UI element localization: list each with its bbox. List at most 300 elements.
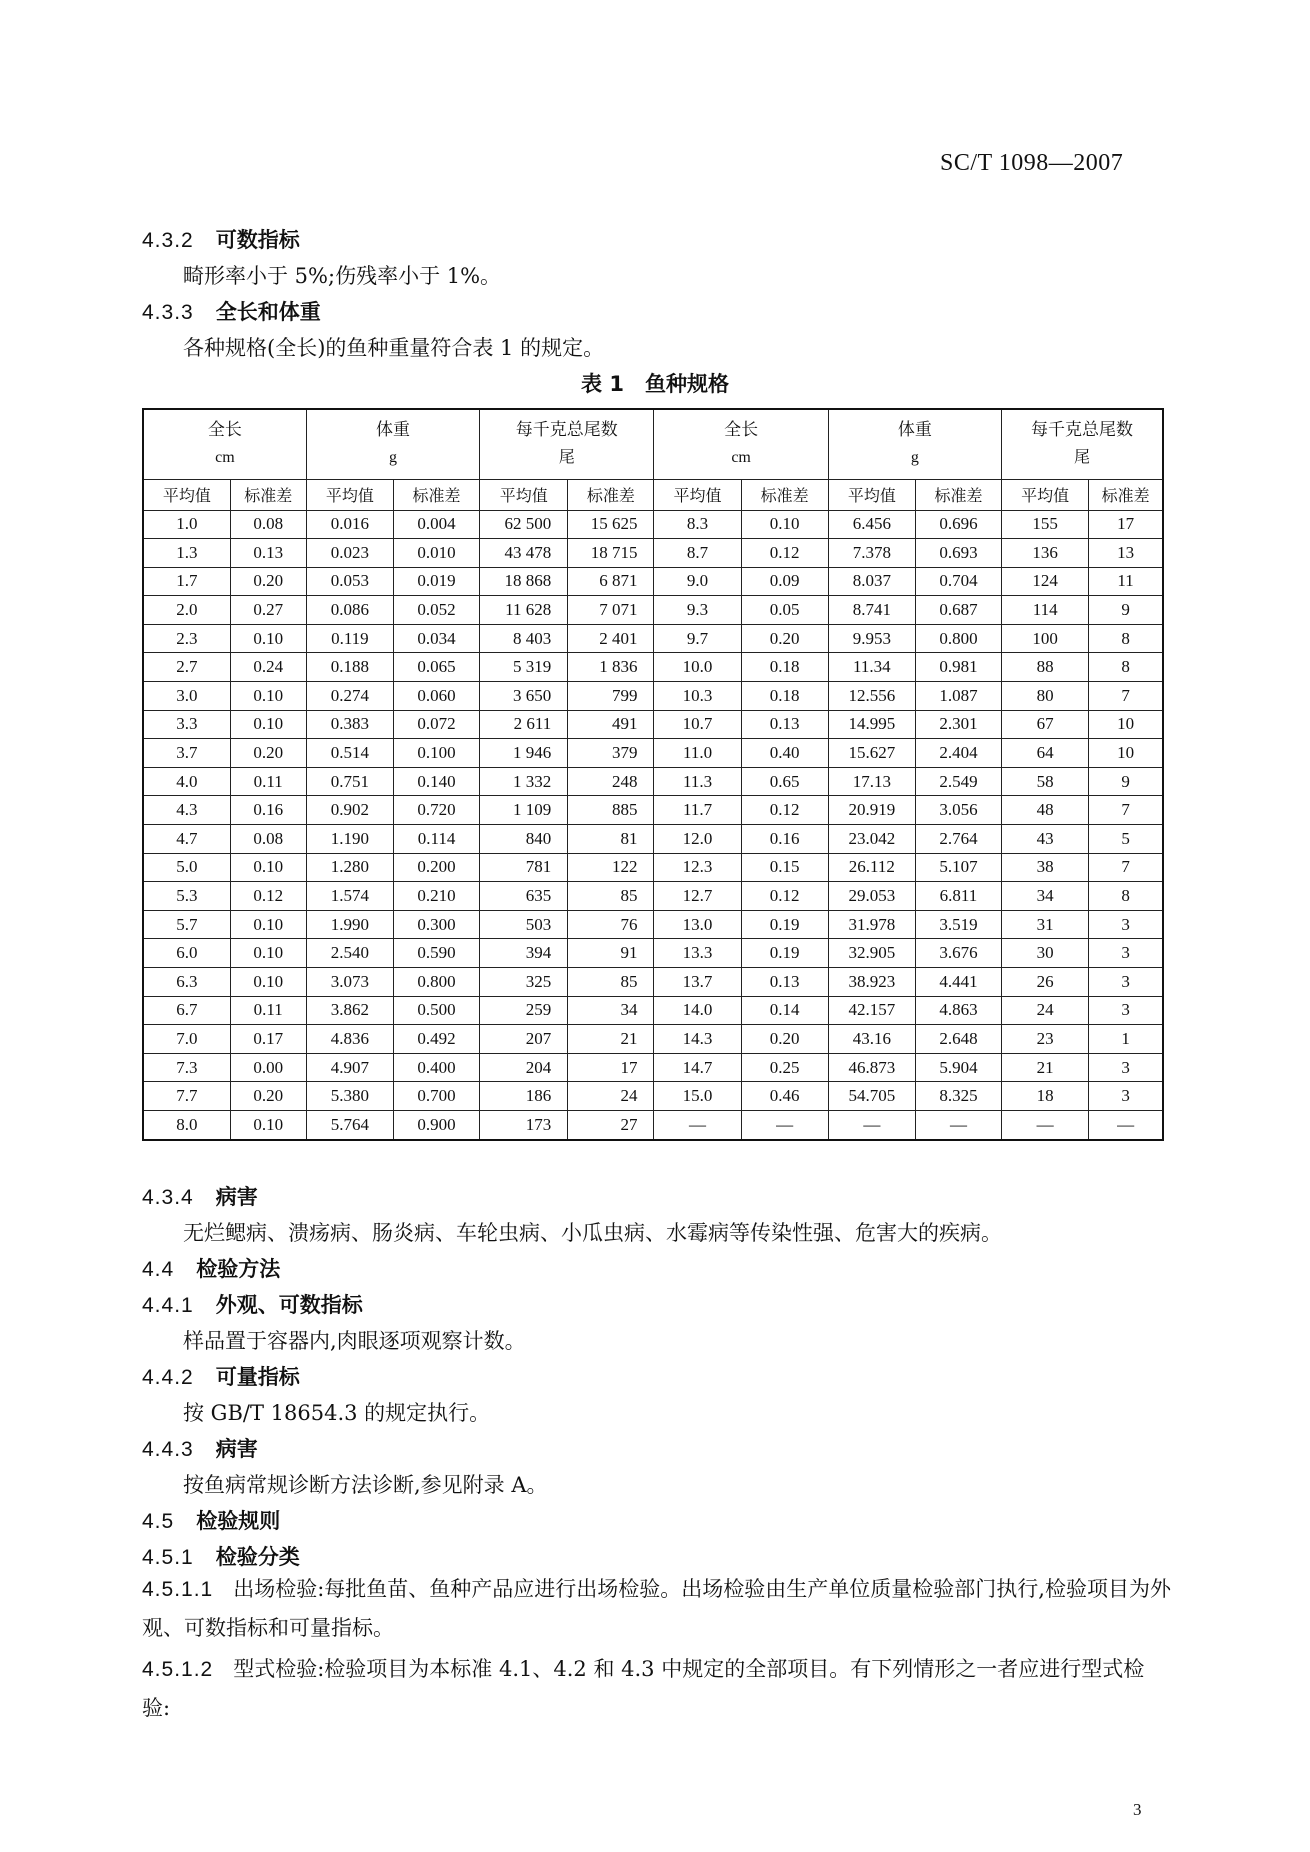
table-cell: 3 [1089, 939, 1163, 968]
table-cell: 13 [1089, 539, 1163, 568]
table-cell: 21 [1002, 1053, 1089, 1082]
fish-spec-table [142, 408, 1164, 1141]
table-cell: 8.037 [828, 567, 915, 596]
table-cell: 67 [1002, 710, 1089, 739]
table-cell: 10.7 [654, 710, 741, 739]
table-cell: 1.574 [306, 882, 393, 911]
table-cell: 155 [1002, 510, 1089, 539]
table-cell: 11.34 [828, 653, 915, 682]
table-cell: 5.904 [915, 1053, 1001, 1082]
table-cell: 2.7 [143, 653, 230, 682]
table-cell: 0.10 [230, 1110, 306, 1139]
table-cell: 0.902 [306, 796, 393, 825]
table-row [143, 682, 1163, 711]
table-cell: 0.40 [741, 739, 828, 768]
clause-paragraph [142, 1650, 1172, 1727]
table-cell: 0.20 [741, 1025, 828, 1054]
section-title: 病害 [215, 1185, 258, 1209]
page-number: 3 [1133, 1800, 1142, 1819]
section-title: 可数指标 [215, 228, 300, 252]
table-cell: 0.086 [306, 596, 393, 625]
table-cell: 0.16 [230, 796, 306, 825]
section-number: 4.4.1 [142, 1294, 194, 1317]
table-cell: 0.19 [741, 910, 828, 939]
table-cell: 0.10 [230, 853, 306, 882]
table-cell: 0.65 [741, 767, 828, 796]
table-cell: 0.200 [393, 853, 479, 882]
table-cell: 91 [568, 939, 654, 968]
clause-text: 出场检验:每批鱼苗、鱼种产品应进行出场检验。出场检验由生产单位质量检验部门执行,检验项目为外观、可数指标和可量指标。 [142, 1577, 1171, 1640]
table-row [143, 996, 1163, 1025]
table-cell: 12.0 [654, 825, 741, 854]
section-heading [142, 1433, 258, 1463]
table-cell: 2.648 [915, 1025, 1001, 1054]
table-cell: 325 [480, 968, 568, 997]
table-cell: 3 [1089, 968, 1163, 997]
section-title: 外观、可数指标 [215, 1293, 363, 1317]
sub-header-cell: 标准差 [230, 479, 306, 510]
table-cell: 1.280 [306, 853, 393, 882]
table-row [143, 1110, 1163, 1139]
table-cell: 0.18 [741, 682, 828, 711]
table-cell: 31 [1002, 910, 1089, 939]
section-title: 可量指标 [215, 1365, 300, 1389]
table-cell: 23 [1002, 1025, 1089, 1054]
section-heading [142, 1253, 280, 1283]
sub-header-cell: 标准差 [568, 479, 654, 510]
section-number: 4.3.4 [142, 1186, 194, 1209]
table-cell: 5.380 [306, 1082, 393, 1111]
table-cell: 0.08 [230, 510, 306, 539]
table-cell: 1 332 [480, 767, 568, 796]
table-cell: — [1089, 1110, 1163, 1139]
table-cell: 100 [1002, 624, 1089, 653]
sub-header-cell: 平均值 [306, 479, 393, 510]
group-header: 体重 g [306, 409, 479, 479]
table-cell: 2.404 [915, 739, 1001, 768]
table-cell: 12.556 [828, 682, 915, 711]
table-row [143, 910, 1163, 939]
table-cell: 14.995 [828, 710, 915, 739]
table-cell: 0.19 [741, 939, 828, 968]
table-cell: 114 [1002, 596, 1089, 625]
table-cell: 0.05 [741, 596, 828, 625]
table-cell: 18 [1002, 1082, 1089, 1111]
table-cell: 34 [1002, 882, 1089, 911]
sub-header-cell: 标准差 [915, 479, 1001, 510]
table-cell: 6.456 [828, 510, 915, 539]
table-cell: 0.20 [230, 739, 306, 768]
clause-number: 4.5.1.1 [142, 1578, 214, 1601]
section-title: 全长和体重 [215, 300, 321, 324]
table-cell: 3.862 [306, 996, 393, 1025]
table-cell: 5 [1089, 825, 1163, 854]
section-heading [142, 1361, 300, 1391]
table-cell: 76 [568, 910, 654, 939]
table-cell: 31.978 [828, 910, 915, 939]
table-row [143, 939, 1163, 968]
section-number: 4.4.3 [142, 1438, 194, 1461]
table-cell: 7 071 [568, 596, 654, 625]
table-cell: 4.3 [143, 796, 230, 825]
section-title: 检验方法 [196, 1257, 281, 1281]
table-cell: 9.0 [654, 567, 741, 596]
sub-header-cell: 平均值 [1002, 479, 1089, 510]
table-cell: 259 [480, 996, 568, 1025]
section-text: 样品置于容器内,肉眼逐项观察计数。 [183, 1329, 526, 1353]
table-cell: 13.7 [654, 968, 741, 997]
table-row [143, 1082, 1163, 1111]
table-cell: 3.3 [143, 710, 230, 739]
table-cell: 14.0 [654, 996, 741, 1025]
table-cell: 7.0 [143, 1025, 230, 1054]
table-cell: 11.0 [654, 739, 741, 768]
table-cell: 9.7 [654, 624, 741, 653]
table-cell: 48 [1002, 796, 1089, 825]
section-text: 按鱼病常规诊断方法诊断,参见附录 A。 [183, 1473, 548, 1497]
table-cell: 0.700 [393, 1082, 479, 1111]
table-cell: 0.751 [306, 767, 393, 796]
table-cell: 503 [480, 910, 568, 939]
table-cell: 1.7 [143, 567, 230, 596]
table-cell: 0.400 [393, 1053, 479, 1082]
table-cell: 173 [480, 1110, 568, 1139]
section-number: 4.4 [142, 1258, 175, 1281]
table-cell: 1 [1089, 1025, 1163, 1054]
table-cell: 18 715 [568, 539, 654, 568]
table-cell: 0.800 [915, 624, 1001, 653]
table-row [143, 796, 1163, 825]
table-cell: 0.696 [915, 510, 1001, 539]
section-number: 4.3.2 [142, 229, 194, 252]
table-cell: 0.019 [393, 567, 479, 596]
table-cell: 0.300 [393, 910, 479, 939]
table-cell: 0.693 [915, 539, 1001, 568]
sub-header-cell: 平均值 [480, 479, 568, 510]
group-header: 体重 g [828, 409, 1001, 479]
sub-header-cell: 平均值 [143, 479, 230, 510]
group-header: 每千克总尾数 尾 [480, 409, 654, 479]
section-number: 4.3.3 [142, 301, 194, 324]
table-body [143, 510, 1163, 1140]
section-heading [142, 224, 300, 254]
table-row [143, 739, 1163, 768]
table-cell: 8 [1089, 882, 1163, 911]
table-cell: 0.10 [230, 910, 306, 939]
table-cell: 0.053 [306, 567, 393, 596]
table-cell: 885 [568, 796, 654, 825]
table-cell: 85 [568, 968, 654, 997]
table-cell: 0.12 [230, 882, 306, 911]
table-cell: 0.188 [306, 653, 393, 682]
table-cell: 0.11 [230, 767, 306, 796]
table-row [143, 968, 1163, 997]
table-cell: 799 [568, 682, 654, 711]
table-cell: 10.0 [654, 653, 741, 682]
group-header: 全长 cm [654, 409, 828, 479]
table-cell: 10 [1089, 710, 1163, 739]
table-cell: 58 [1002, 767, 1089, 796]
table-cell: 0.10 [230, 939, 306, 968]
table-row [143, 1053, 1163, 1082]
table-cell: 0.981 [915, 653, 1001, 682]
table-cell: 0.514 [306, 739, 393, 768]
table-cell: 6 871 [568, 567, 654, 596]
table-cell: 9.953 [828, 624, 915, 653]
table-cell: 8 [1089, 653, 1163, 682]
table-cell: 0.023 [306, 539, 393, 568]
table-cell: 1.3 [143, 539, 230, 568]
table-cell: 0.46 [741, 1082, 828, 1111]
section-text: 无烂鳃病、溃疡病、肠炎病、车轮虫病、小瓜虫病、水霉病等传染性强、危害大的疾病。 [183, 1221, 1002, 1245]
table-cell: 9 [1089, 596, 1163, 625]
table-cell: 3.073 [306, 968, 393, 997]
table-cell: 0.10 [230, 710, 306, 739]
table-cell: 122 [568, 853, 654, 882]
table-cell: 4.441 [915, 968, 1001, 997]
table-cell: 0.12 [741, 796, 828, 825]
table-cell: 62 500 [480, 510, 568, 539]
table-cell: 88 [1002, 653, 1089, 682]
table-cell: 0.016 [306, 510, 393, 539]
table-cell: 11 [1089, 567, 1163, 596]
table-cell: 0.17 [230, 1025, 306, 1054]
group-header: 全长 cm [143, 409, 306, 479]
table-cell: 0.034 [393, 624, 479, 653]
table-cell: 5.764 [306, 1110, 393, 1139]
section-heading [142, 296, 321, 326]
table-cell: 0.20 [230, 1082, 306, 1111]
table-cell: 24 [1002, 996, 1089, 1025]
table-cell: 0.720 [393, 796, 479, 825]
table-cell: 43 478 [480, 539, 568, 568]
table-cell: 21 [568, 1025, 654, 1054]
table-row [143, 653, 1163, 682]
table-row [143, 710, 1163, 739]
table-cell: 0.14 [741, 996, 828, 1025]
table-cell: 7 [1089, 796, 1163, 825]
table-cell: 2.549 [915, 767, 1001, 796]
table-cell: 64 [1002, 739, 1089, 768]
table-cell: 8 [1089, 624, 1163, 653]
table-cell: 8.325 [915, 1082, 1001, 1111]
table-cell: 3.676 [915, 939, 1001, 968]
table-cell: 6.3 [143, 968, 230, 997]
table-cell: 15.627 [828, 739, 915, 768]
table-cell: 7 [1089, 853, 1163, 882]
table-cell: 3 [1089, 1082, 1163, 1111]
table-cell: 43 [1002, 825, 1089, 854]
table-cell: 0.27 [230, 596, 306, 625]
table-row [143, 510, 1163, 539]
section-text: 各种规格(全长)的鱼种重量符合表 1 的规定。 [183, 336, 605, 360]
table-cell: 781 [480, 853, 568, 882]
table-cell: 8 403 [480, 624, 568, 653]
table-cell: 1 946 [480, 739, 568, 768]
table-cell: 7.7 [143, 1082, 230, 1111]
table-cell: 2 611 [480, 710, 568, 739]
section-heading [142, 1289, 363, 1319]
clause-paragraph [142, 1570, 1172, 1647]
table-cell: 3 [1089, 910, 1163, 939]
table-cell: 30 [1002, 939, 1089, 968]
table-cell: 18 868 [480, 567, 568, 596]
table-cell: 635 [480, 882, 568, 911]
table-cell: 204 [480, 1053, 568, 1082]
table-cell: 0.00 [230, 1053, 306, 1082]
table-cell: 3 [1089, 996, 1163, 1025]
table-cell: 3.0 [143, 682, 230, 711]
table-cell: 2.301 [915, 710, 1001, 739]
table-cell: 0.072 [393, 710, 479, 739]
table-cell: 379 [568, 739, 654, 768]
table-row [143, 825, 1163, 854]
clause-number: 4.5.1.2 [142, 1658, 214, 1681]
sub-header-cell: 标准差 [393, 479, 479, 510]
table-row [143, 882, 1163, 911]
table-cell: 0.274 [306, 682, 393, 711]
table-cell: 840 [480, 825, 568, 854]
table-cell: 6.811 [915, 882, 1001, 911]
section-number: 4.5.1 [142, 1546, 194, 1569]
table-row [143, 1025, 1163, 1054]
table-cell: — [741, 1110, 828, 1139]
table-cell: 0.10 [230, 682, 306, 711]
table-cell: 4.7 [143, 825, 230, 854]
table-cell: 0.704 [915, 567, 1001, 596]
table-cell: 5.3 [143, 882, 230, 911]
table-cell: 0.13 [741, 968, 828, 997]
clause-text: 型式检验:检验项目为本标准 4.1、4.2 和 4.3 中规定的全部项目。有下列情形之一者应进行型式检验: [142, 1657, 1145, 1720]
table-cell: 4.836 [306, 1025, 393, 1054]
table-cell: 0.900 [393, 1110, 479, 1139]
table-cell: 17 [568, 1053, 654, 1082]
table-cell: 20.919 [828, 796, 915, 825]
table-cell: 8.7 [654, 539, 741, 568]
table-cell: 26.112 [828, 853, 915, 882]
table-cell: 10.3 [654, 682, 741, 711]
table-cell: 5.7 [143, 910, 230, 939]
table-cell: 29.053 [828, 882, 915, 911]
table-cell: 38 [1002, 853, 1089, 882]
table-cell: 42.157 [828, 996, 915, 1025]
table-row [143, 596, 1163, 625]
table-cell: 11.3 [654, 767, 741, 796]
table-cell: 491 [568, 710, 654, 739]
table-cell: 0.383 [306, 710, 393, 739]
section-number: 4.5 [142, 1510, 175, 1533]
table-cell: 2.3 [143, 624, 230, 653]
table-cell: 0.590 [393, 939, 479, 968]
table-cell: 6.7 [143, 996, 230, 1025]
table-cell: 0.065 [393, 653, 479, 682]
sub-header-cell: 标准差 [741, 479, 828, 510]
table-cell: 3 [1089, 1053, 1163, 1082]
table-cell: 81 [568, 825, 654, 854]
table-cell: 394 [480, 939, 568, 968]
table-cell: 124 [1002, 567, 1089, 596]
table-cell: 54.705 [828, 1082, 915, 1111]
table-cell: 2.764 [915, 825, 1001, 854]
table-cell: 13.3 [654, 939, 741, 968]
table-cell: 0.16 [741, 825, 828, 854]
table-cell: 0.10 [741, 510, 828, 539]
table-cell: 8.741 [828, 596, 915, 625]
section-heading [142, 1541, 300, 1571]
sub-header-cell: 平均值 [828, 479, 915, 510]
table-cell: 12.3 [654, 853, 741, 882]
table-cell: 1.087 [915, 682, 1001, 711]
table-cell: 24 [568, 1082, 654, 1111]
section-text: 畸形率小于 5%;伤残率小于 1%。 [183, 264, 502, 288]
table-cell: 7.378 [828, 539, 915, 568]
table-cell: 0.10 [230, 624, 306, 653]
table-sub-header-row [143, 479, 1163, 510]
table-cell: — [1002, 1110, 1089, 1139]
table-cell: 14.7 [654, 1053, 741, 1082]
table-cell: 1 836 [568, 653, 654, 682]
section-number: 4.4.2 [142, 1366, 194, 1389]
table-cell: 248 [568, 767, 654, 796]
table-cell: 0.052 [393, 596, 479, 625]
table-cell: — [915, 1110, 1001, 1139]
table-row [143, 539, 1163, 568]
table-row [143, 767, 1163, 796]
table-cell: 14.3 [654, 1025, 741, 1054]
table-cell: 0.18 [741, 653, 828, 682]
section-title: 病害 [215, 1437, 258, 1461]
table-cell: 11 628 [480, 596, 568, 625]
table-cell: 1.0 [143, 510, 230, 539]
table-group-header-row [143, 409, 1163, 479]
table-cell: 8.0 [143, 1110, 230, 1139]
table-cell: 0.11 [230, 996, 306, 1025]
table-cell: 3.056 [915, 796, 1001, 825]
table-row [143, 853, 1163, 882]
table-title: 表 1 鱼种规格 [581, 372, 729, 396]
table-cell: 0.24 [230, 653, 306, 682]
table-cell: 7 [1089, 682, 1163, 711]
table-cell: 15.0 [654, 1082, 741, 1111]
sub-header-cell: 标准差 [1089, 479, 1163, 510]
table-row [143, 567, 1163, 596]
table-row [143, 624, 1163, 653]
table-cell: 4.863 [915, 996, 1001, 1025]
table-cell: 3.519 [915, 910, 1001, 939]
table-cell: 43.16 [828, 1025, 915, 1054]
table-cell: 207 [480, 1025, 568, 1054]
table-cell: 8.3 [654, 510, 741, 539]
table-cell: 4.907 [306, 1053, 393, 1082]
table-cell: 0.004 [393, 510, 479, 539]
table-cell: 0.140 [393, 767, 479, 796]
table-cell: 17.13 [828, 767, 915, 796]
table-cell: 3 650 [480, 682, 568, 711]
table-cell: 0.20 [230, 567, 306, 596]
table-cell: 11.7 [654, 796, 741, 825]
table-cell: 0.100 [393, 739, 479, 768]
table-cell: — [654, 1110, 741, 1139]
table-cell: 0.114 [393, 825, 479, 854]
table-cell: 0.210 [393, 882, 479, 911]
table-cell: 5 319 [480, 653, 568, 682]
table-cell: 32.905 [828, 939, 915, 968]
table-cell: 9 [1089, 767, 1163, 796]
table-cell: 0.500 [393, 996, 479, 1025]
group-header: 每千克总尾数 尾 [1002, 409, 1163, 479]
table-cell: — [828, 1110, 915, 1139]
table-cell: 1.190 [306, 825, 393, 854]
